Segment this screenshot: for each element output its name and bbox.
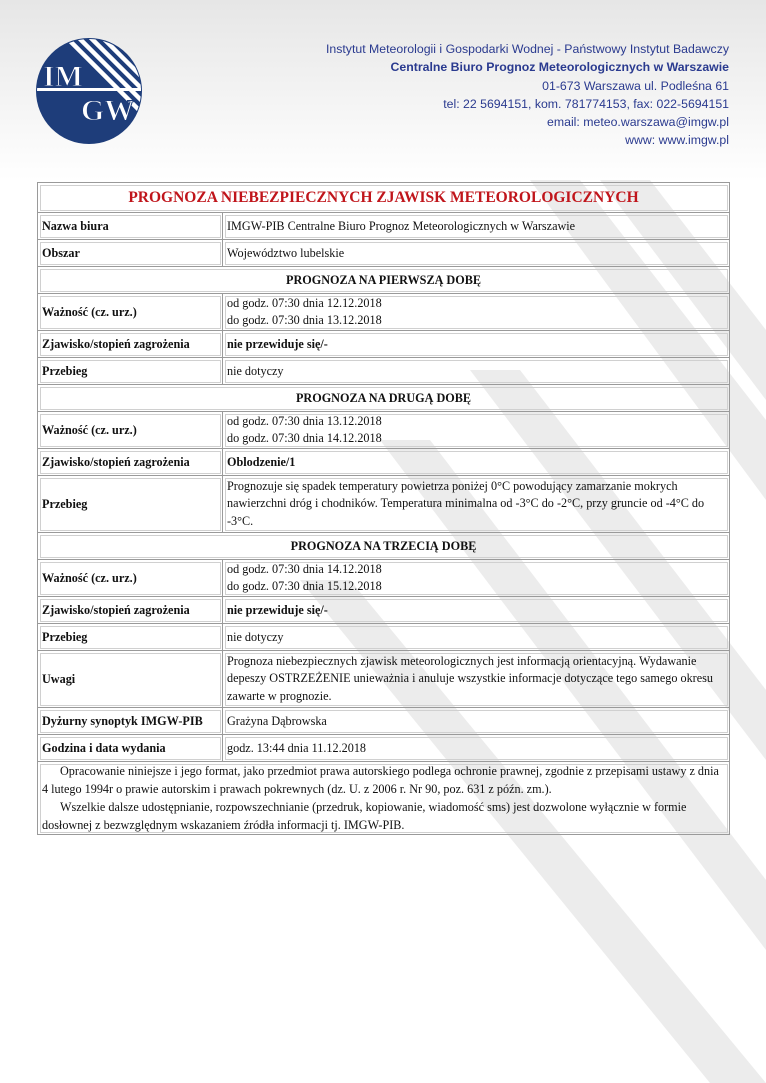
day1-validity-from: od godz. 07:30 dnia 12.12.2018 <box>227 295 382 310</box>
day2-validity-value <box>223 412 730 449</box>
day2-validity-row <box>38 412 730 449</box>
office-row <box>38 213 730 240</box>
day3-heading-row <box>38 533 730 560</box>
day3-validity-row <box>38 560 730 597</box>
issued-value: godz. 13:44 dnia 11.12.2018 <box>223 735 730 762</box>
day1-course-value: nie dotyczy <box>223 358 730 385</box>
copyright-notice: Opracowanie niniejsze i jego format, jako przedmiot prawa autorskiego podlega ochronie prawnej, zgodnie z przepisami ustawy z dnia 4 lutego 1994r o prawie autorskim i prawach pokrewnych (dz. U. z 2006 r. Nr 90, poz. 631 z późn. zm.). <box>42 764 719 796</box>
phone: tel: 22 5694151, kom. 781774153, fax: 022-5694151 <box>443 96 729 111</box>
day2-phenomenon-value: Oblodzenie/1 <box>223 449 730 476</box>
day3-heading: PROGNOZA NA TRZECIĄ DOBĘ <box>38 533 730 560</box>
institute-name: Instytut Meteorologii i Gospodarki Wodnej - Państwowy Instytut Badawczy <box>325 42 729 56</box>
footer-notice <box>38 762 730 835</box>
issued-row <box>38 735 730 762</box>
day1-validity-row <box>38 294 730 331</box>
day2-validity-to: do godz. 07:30 dnia 14.12.2018 <box>227 431 382 445</box>
day2-phenomenon-row <box>38 449 730 476</box>
forecaster-value: Grażyna Dąbrowska <box>223 708 730 735</box>
svg-text:IM: IM <box>43 60 83 93</box>
day2-validity-from: od godz. 07:30 dnia 13.12.2018 <box>227 413 382 428</box>
forecaster-label: Dyżurny synoptyk IMGW-PIB <box>38 708 223 735</box>
office-value: IMGW-PIB Centralne Biuro Prognoz Meteorologicznych w Warszawie <box>223 213 730 240</box>
area-label: Obszar <box>38 240 223 267</box>
day1-validity-to: do godz. 07:30 dnia 13.12.2018 <box>227 313 382 327</box>
day3-phenomenon-value: nie przewiduje się/- <box>223 597 730 624</box>
title-row <box>38 183 730 213</box>
document-title: PROGNOZA NIEBEZPIECZNYCH ZJAWISK METEOROLOGICZNYCH <box>38 183 730 213</box>
day2-heading: PROGNOZA NA DRUGĄ DOBĘ <box>38 385 730 412</box>
remarks-value: Prognoza niebezpiecznych zjawisk meteorologicznych jest informacją orientacyjną. Wydawanie depeszy OSTRZEŻENIE unieważnia i anuluje wszystkie informacje dotyczące tego samego okresu zawarte w prognozie. <box>223 651 730 708</box>
area-row <box>38 240 730 267</box>
day3-validity-label: Ważność (cz. urz.) <box>38 560 223 597</box>
day2-heading-row <box>38 385 730 412</box>
day3-course-row <box>38 624 730 651</box>
address: 01-673 Warszawa ul. Podleśna 61 <box>542 78 729 93</box>
day2-validity-label: Ważność (cz. urz.) <box>38 412 223 449</box>
day3-phenomenon-row <box>38 597 730 624</box>
sharing-notice: Wszelkie dalsze udostępnianie, rozpowszechnianie (przedruk, kopiowanie, wiadomość sms) jest dozwolone wyłącznie w formie dosłownej z bezwzględnym wskazaniem źródła informacji tj. IMGW-PIB. <box>42 800 687 832</box>
forecaster-row <box>38 708 730 735</box>
bureau-name: Centralne Biuro Prognoz Meteorologicznych w Warszawie <box>390 60 729 75</box>
email[interactable]: email: meteo.warszawa@imgw.pl <box>547 115 729 130</box>
day2-course-value: Prognozuje się spadek temperatury powietrza poniżej 0°C powodujący zamarzanie mokrych nawierzchni dróg i chodników. Temperatura minimalna od -3°C do -2°C, przy gruncie od -4°C do -3°C. <box>223 476 730 533</box>
area-value: Województwo lubelskie <box>223 240 730 267</box>
day2-course-row <box>38 476 730 533</box>
issued-label: Godzina i data wydania <box>38 735 223 762</box>
office-label: Nazwa biura <box>38 213 223 240</box>
day3-validity-to: do godz. 07:30 dnia 15.12.2018 <box>227 579 382 593</box>
footer-row <box>38 762 730 835</box>
day3-course-value: nie dotyczy <box>223 624 730 651</box>
imgw-logo <box>35 36 143 151</box>
institution-header <box>326 40 729 150</box>
day1-course-label: Przebieg <box>38 358 223 385</box>
day1-phenomenon-value: nie przewiduje się/- <box>223 331 730 358</box>
day3-course-label: Przebieg <box>38 624 223 651</box>
day2-course-label: Przebieg <box>38 476 223 533</box>
day1-phenomenon-label: Zjawisko/stopień zagrożenia <box>38 331 223 358</box>
day1-phenomenon-row <box>38 331 730 358</box>
remarks-label: Uwagi <box>38 651 223 708</box>
day1-validity-label: Ważność (cz. urz.) <box>38 294 223 331</box>
website[interactable]: www: www.imgw.pl <box>625 133 729 148</box>
day2-phenomenon-label: Zjawisko/stopień zagrożenia <box>38 449 223 476</box>
day1-heading-row <box>38 267 730 294</box>
remarks-row <box>38 651 730 708</box>
day3-phenomenon-label: Zjawisko/stopień zagrożenia <box>38 597 223 624</box>
day1-validity-value <box>223 294 730 331</box>
day3-validity-value <box>223 560 730 597</box>
day1-course-row <box>38 358 730 385</box>
day3-validity-from: od godz. 07:30 dnia 14.12.2018 <box>227 561 382 576</box>
forecast-table <box>37 182 730 835</box>
svg-text:GW: GW <box>81 94 135 127</box>
day1-heading: PROGNOZA NA PIERWSZĄ DOBĘ <box>38 267 730 294</box>
